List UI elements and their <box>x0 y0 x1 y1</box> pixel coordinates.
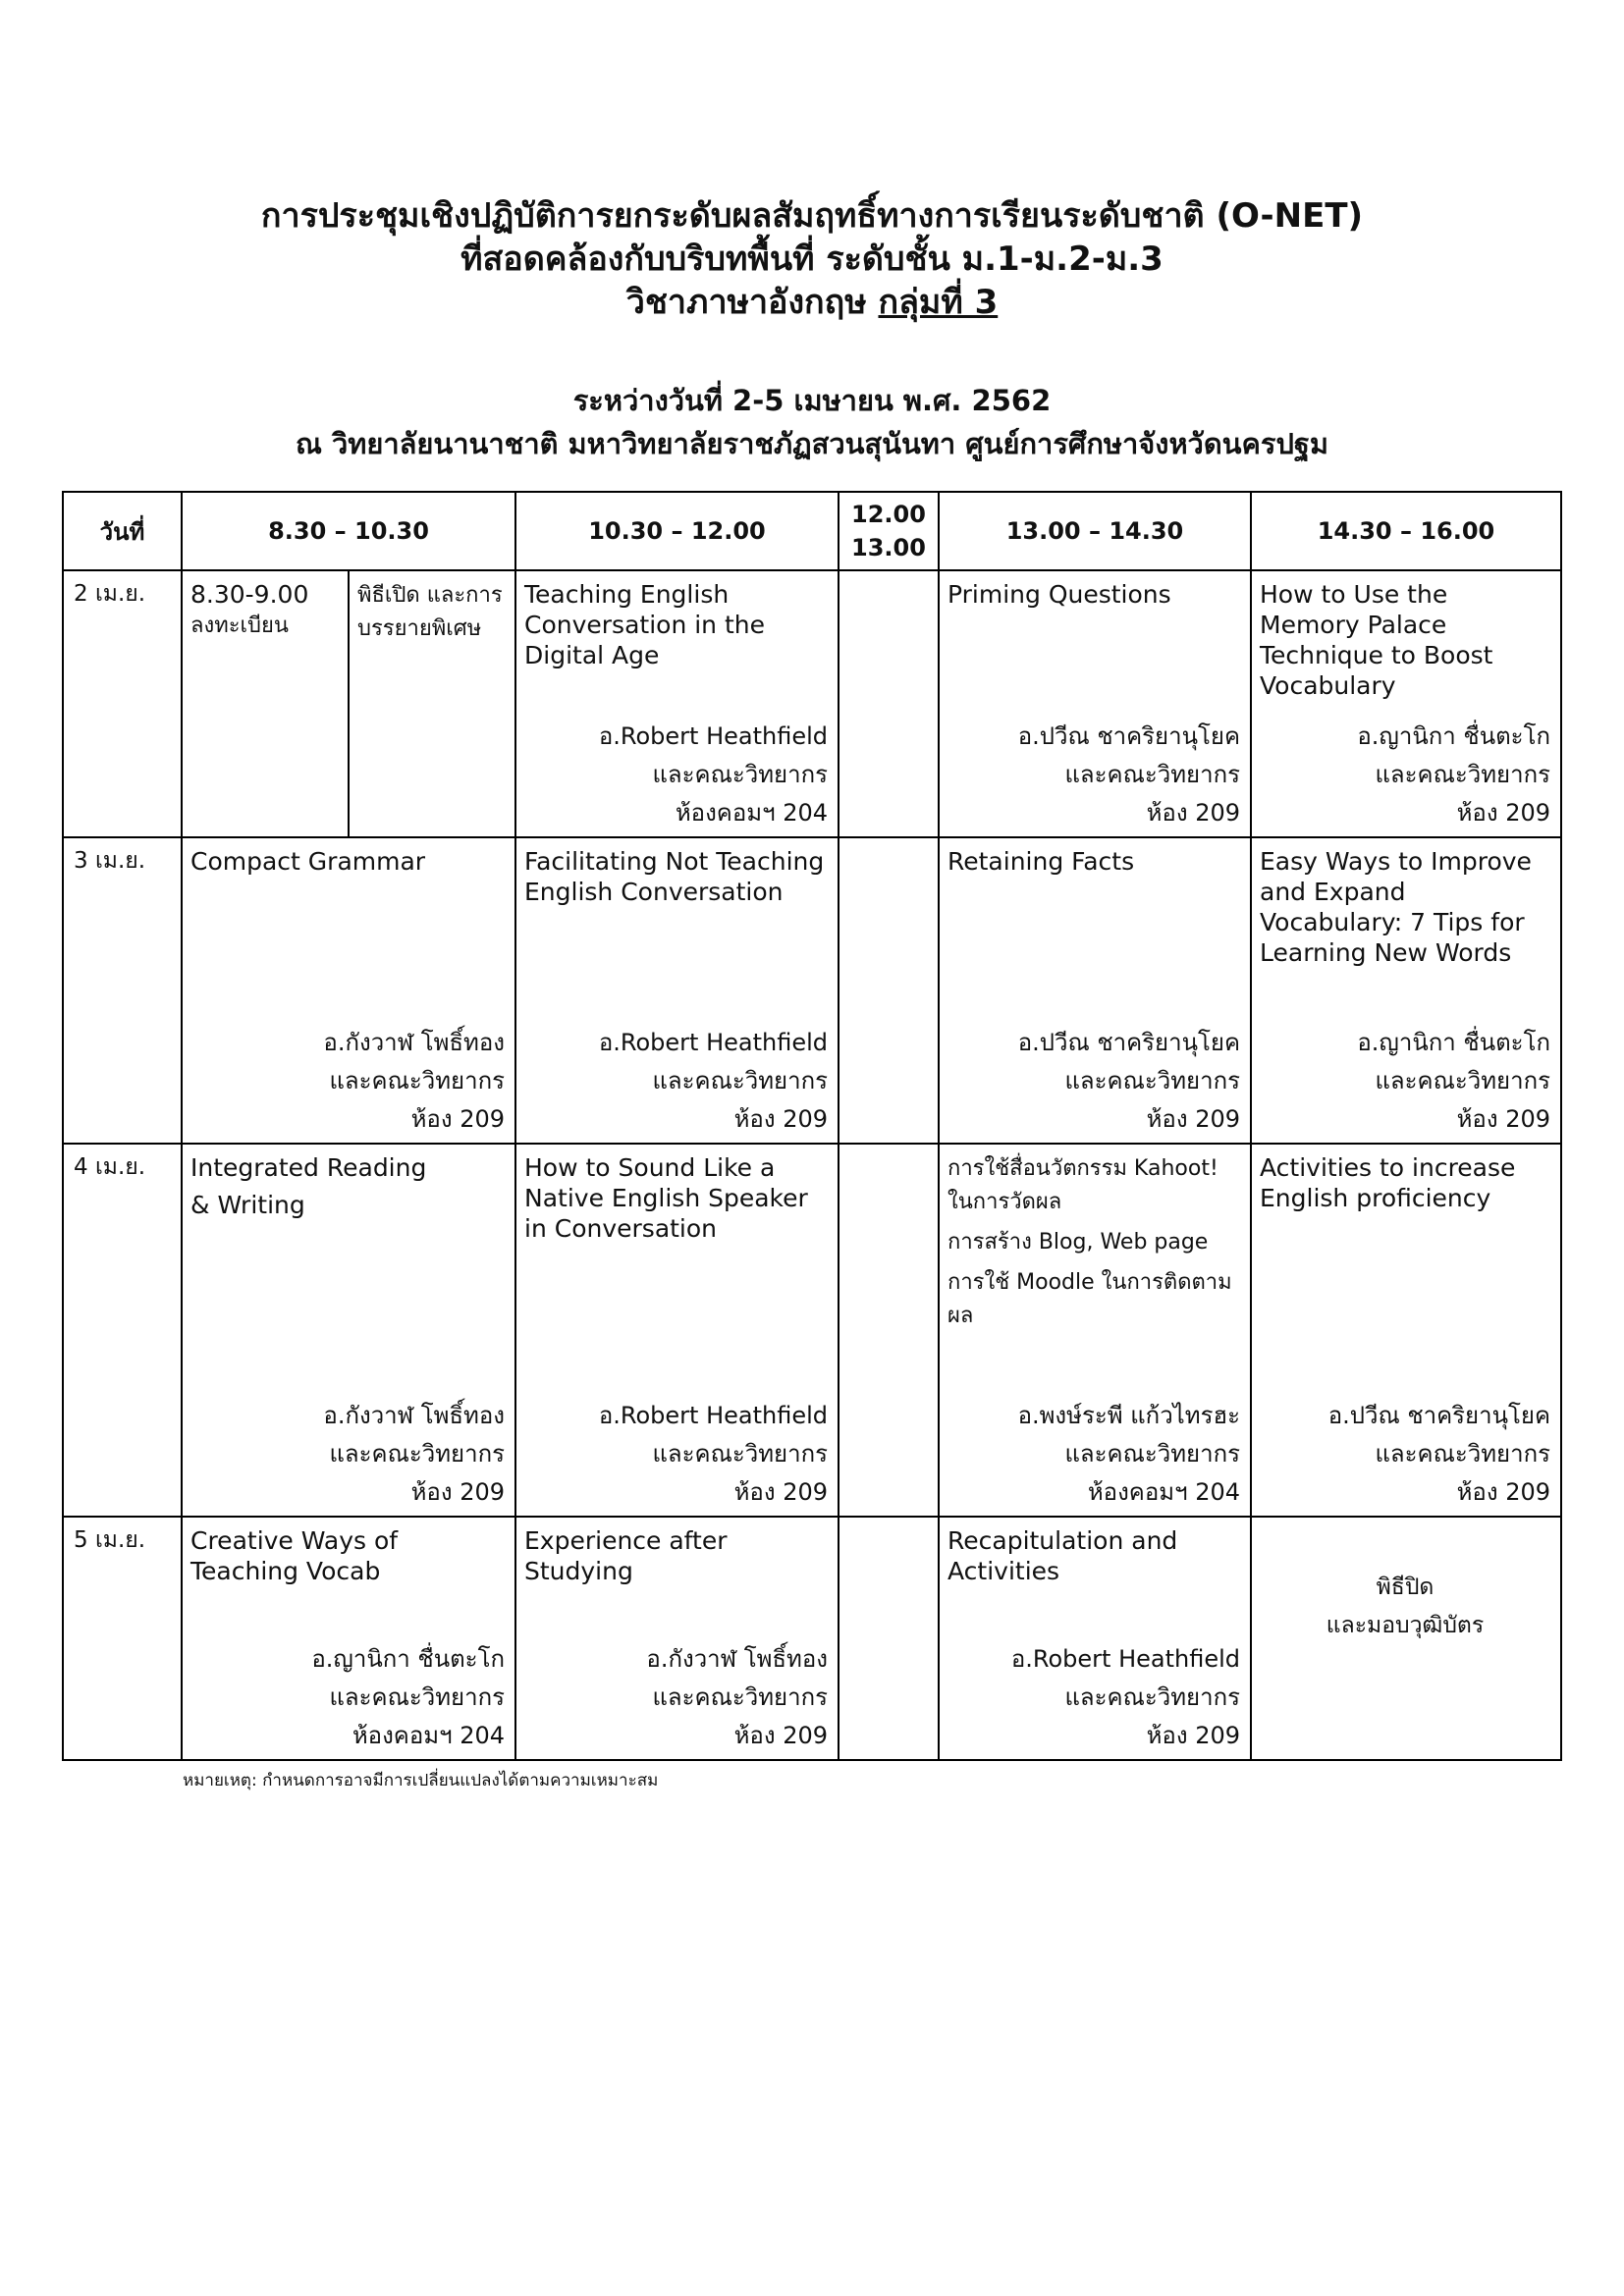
team: และคณะวิทยากร <box>1064 1683 1240 1711</box>
room: ห้อง 209 <box>1456 799 1550 827</box>
session-item: การใช้สื่อนวัตกรรม Kahoot! ในการวัดผล <box>947 1156 1218 1214</box>
team: และคณะวิทยากร <box>329 1683 505 1711</box>
session-cell <box>1252 571 1560 836</box>
session-cell <box>940 838 1250 1143</box>
room: ห้องคอมฯ 204 <box>675 799 828 827</box>
certificate-line: และมอบวุฒิบัตร <box>1326 1613 1485 1638</box>
session-cell <box>1252 1145 1560 1516</box>
date-line: ระหว่างวันที่ 2-5 เมษายน พ.ศ. 2562 <box>572 384 1052 417</box>
session-title: Facilitating Not Teaching English Conversation <box>524 847 825 906</box>
lunch-cell <box>839 1144 939 1517</box>
team: และคณะวิทยากร <box>652 1683 828 1711</box>
title-block <box>0 194 1624 324</box>
session-cell <box>940 1518 1250 1759</box>
room: ห้อง 209 <box>1456 1105 1550 1133</box>
registration-cell <box>183 571 348 649</box>
footnote: หมายเหตุ: กำหนดการอาจมีการเปลี่ยนแปลงได้ตามความเหมาะสม <box>183 1771 659 1790</box>
table-row <box>63 570 1561 837</box>
speaker: อ.ญานิกา ชื่นตะโก <box>1357 1029 1550 1056</box>
room: ห้องคอมฯ 204 <box>352 1722 505 1749</box>
speaker: อ.Robert Heathfield <box>1010 1645 1240 1673</box>
lunch-cell <box>839 570 939 837</box>
session-info <box>599 1397 828 1512</box>
session-cell <box>516 1518 838 1759</box>
closing-line: พิธีปิด <box>1376 1575 1435 1600</box>
team: และคณะวิทยากร <box>329 1067 505 1095</box>
col-header-day: วันที่ <box>63 492 182 570</box>
speaker: อ.ญานิกา ชื่นตะโก <box>311 1645 505 1673</box>
team: และคณะวิทยากร <box>1064 761 1240 788</box>
table-row <box>63 837 1561 1144</box>
team: และคณะวิทยากร <box>329 1440 505 1468</box>
session-title: Compact Grammar <box>190 847 426 876</box>
session-title: Recapitulation and Activities <box>947 1526 1178 1585</box>
opening-ceremony: พิธีเปิด และการบรรยายพิเศษ <box>357 583 503 641</box>
room: ห้อง 209 <box>1146 799 1240 827</box>
session-title <box>190 1152 505 1220</box>
subtitle-block <box>0 379 1624 465</box>
team: และคณะวิทยากร <box>652 1440 828 1468</box>
day-date: 2 เม.ย. <box>74 581 146 607</box>
session-info <box>599 1024 828 1139</box>
session-title: Experience after Studying <box>524 1526 728 1585</box>
speaker: อ.พงษ์ระพี แก้วไทรฮะ <box>1017 1402 1240 1429</box>
closing-ceremony <box>1252 1518 1560 1651</box>
room: ห้อง 209 <box>410 1105 505 1133</box>
session-title: Teaching English Conversation in the Digital Age <box>524 580 765 669</box>
session-cell <box>183 838 514 1143</box>
speaker: อ.Robert Heathfield <box>598 1029 828 1056</box>
team: และคณะวิทยากร <box>1375 1067 1550 1095</box>
speaker: อ.Robert Heathfield <box>598 1402 828 1429</box>
session-cell <box>940 1145 1250 1516</box>
session-title: Activities to increase English proficiency <box>1260 1153 1516 1212</box>
speaker: อ.Robert Heathfield <box>598 722 828 750</box>
speaker: อ.ปวีณ ชาคริยานุโยค <box>1017 722 1240 750</box>
session-info <box>1018 718 1240 832</box>
room: ห้อง 209 <box>733 1478 828 1506</box>
speaker: อ.กังวาฬ โพธิ์ทอง <box>646 1645 828 1673</box>
session-info <box>646 1640 828 1755</box>
session-title-line: & Writing <box>190 1191 305 1219</box>
session-cell <box>1252 838 1560 1143</box>
lunch-end: 13.00 <box>851 534 926 561</box>
session-cell <box>183 1145 514 1516</box>
session-title: Priming Questions <box>947 580 1171 609</box>
session-cell <box>516 1145 838 1516</box>
col-header-slot-1: 8.30 – 10.30 <box>182 492 515 570</box>
speaker: อ.กังวาฬ โพธิ์ทอง <box>323 1402 505 1429</box>
lunch-cell <box>839 837 939 1144</box>
lunch-start: 12.00 <box>851 501 926 528</box>
room: ห้อง 209 <box>733 1722 828 1749</box>
session-title: Easy Ways to Improve and Expand Vocabulary: 7 Tips for Learning New Words <box>1260 847 1532 967</box>
room: ห้องคอมฯ 204 <box>1087 1478 1240 1506</box>
team: และคณะวิทยากร <box>1375 1440 1550 1468</box>
session-cell <box>516 571 838 836</box>
team: และคณะวิทยากร <box>652 761 828 788</box>
header-row <box>63 492 1561 570</box>
col-header-slot-2: 10.30 – 12.00 <box>515 492 839 570</box>
room: ห้อง 209 <box>410 1478 505 1506</box>
room: ห้อง 209 <box>1456 1478 1550 1506</box>
speaker: อ.ปวีณ ชาคริยานุโยค <box>1327 1402 1550 1429</box>
col-header-slot-4: 14.30 – 16.00 <box>1251 492 1561 570</box>
title-line-2: ที่สอดคล้องกับบริบทพื้นที่ ระดับชั้น ม.1-ม.2-ม.3 <box>460 240 1164 279</box>
session-info <box>1357 718 1550 832</box>
session-title: Retaining Facts <box>947 847 1135 876</box>
title-line-3 <box>0 281 1624 324</box>
session-title: Creative Ways of Teaching Vocab <box>190 1526 399 1585</box>
session-title-line: Integrated Reading <box>190 1153 427 1182</box>
session-info <box>599 718 828 832</box>
col-header-slot-3: 13.00 – 14.30 <box>939 492 1251 570</box>
session-title: How to Sound Like a Native English Speaker in Conversation <box>524 1153 808 1243</box>
title-line-1: การประชุมเชิงปฏิบัติการยกระดับผลสัมฤทธิ์ทางการเรียนระดับชาติ (O-NET) <box>260 196 1364 236</box>
team: และคณะวิทยากร <box>652 1067 828 1095</box>
col-header-lunch <box>839 492 939 570</box>
table-row <box>63 1144 1561 1517</box>
session-info <box>1357 1024 1550 1139</box>
venue-line: ณ วิทยาลัยนานาชาติ มหาวิทยาลัยราชภัฏสวนสุนันทา ศูนย์การศึกษาจังหวัดนครปฐม <box>295 427 1328 460</box>
session-cell <box>940 571 1250 836</box>
session-item: การสร้าง Blog, Web page <box>947 1230 1209 1255</box>
day-date: 5 เม.ย. <box>74 1527 146 1553</box>
room: ห้อง 209 <box>733 1105 828 1133</box>
lunch-cell <box>839 1517 939 1760</box>
session-info <box>311 1640 505 1755</box>
day-date: 3 เม.ย. <box>74 848 146 874</box>
session-cell <box>516 838 838 1143</box>
session-info <box>1328 1397 1550 1512</box>
session-cell <box>183 1518 514 1759</box>
session-info <box>1018 1397 1240 1512</box>
team: และคณะวิทยากร <box>1064 1440 1240 1468</box>
schedule-table <box>62 491 1562 1761</box>
room: ห้อง 209 <box>1146 1722 1240 1749</box>
session-title: How to Use the Memory Palace Technique to Boost Vocabulary <box>1260 580 1493 700</box>
group-label: กลุ่มที่ 3 <box>878 283 999 322</box>
registration-label: ลงทะเบียน <box>190 614 289 638</box>
team: และคณะวิทยากร <box>1375 761 1550 788</box>
team: และคณะวิทยากร <box>1064 1067 1240 1095</box>
speaker: อ.ปวีณ ชาคริยานุโยค <box>1017 1029 1240 1056</box>
session-info <box>1018 1024 1240 1139</box>
speaker: อ.กังวาฬ โพธิ์ทอง <box>323 1029 505 1056</box>
room: ห้อง 209 <box>1146 1105 1240 1133</box>
session-info <box>323 1397 505 1512</box>
session-info <box>1011 1640 1240 1755</box>
speaker: อ.ญานิกา ชื่นตะโก <box>1357 722 1550 750</box>
subject-label: วิชาภาษาอังกฤษ <box>625 283 879 322</box>
registration-time: 8.30-9.00 <box>190 580 309 609</box>
session-item: การใช้ Moodle ในการติดตามผล <box>947 1270 1232 1328</box>
table-row <box>63 1517 1561 1760</box>
day-date: 4 เม.ย. <box>74 1154 146 1180</box>
session-info <box>323 1024 505 1139</box>
